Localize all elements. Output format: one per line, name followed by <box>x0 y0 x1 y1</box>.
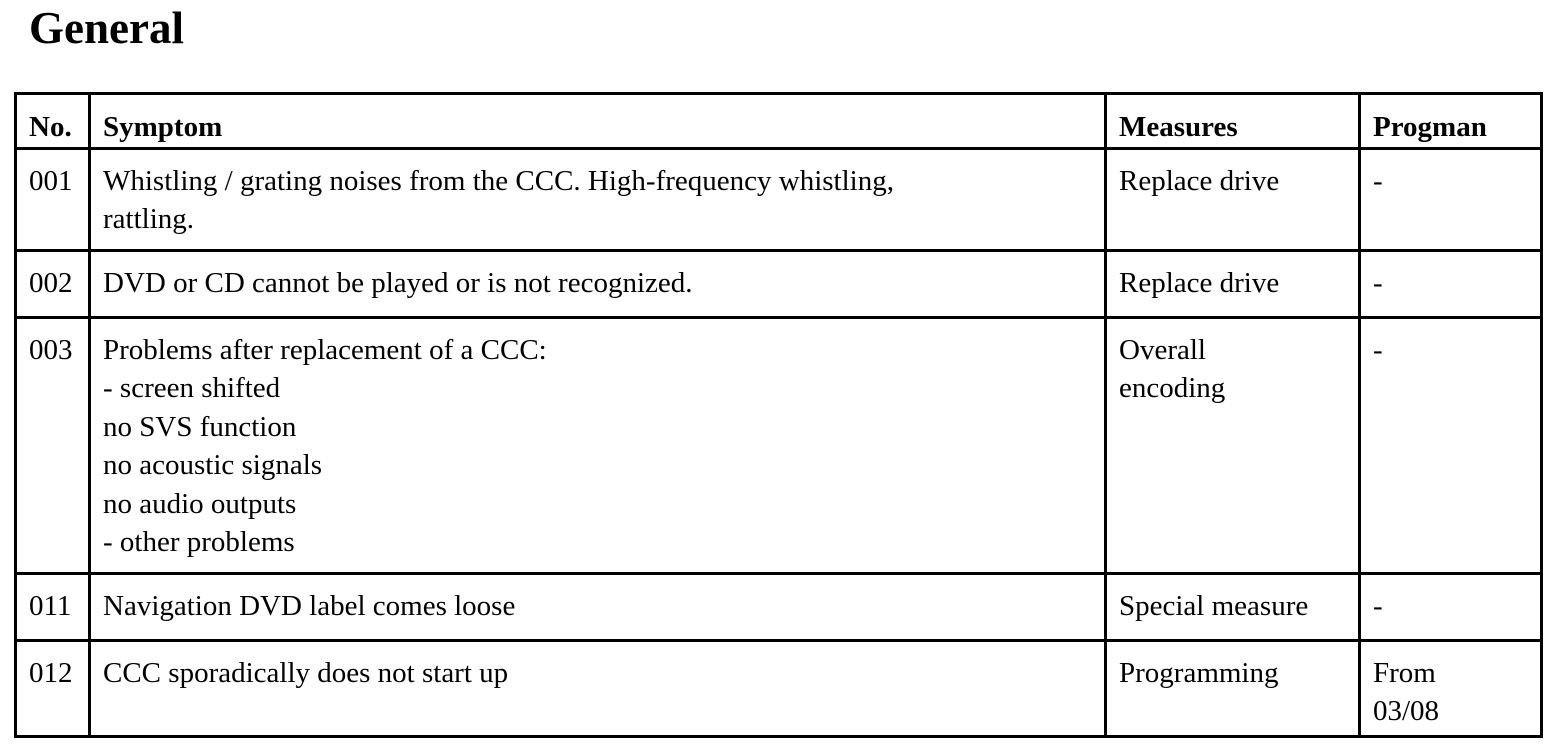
symptom-table <box>14 92 1543 738</box>
measures-cell <box>1106 148 1360 250</box>
progman-line: - <box>1373 164 1383 197</box>
progman-cell <box>1360 640 1542 736</box>
measures-cell <box>1106 250 1360 317</box>
symptom-line: - screen shifted <box>103 372 281 404</box>
table-header-row <box>16 94 1542 149</box>
header-measures: Measures <box>1106 94 1360 149</box>
progman-cell <box>1360 573 1542 640</box>
header-no: No. <box>16 94 90 149</box>
symptom-line: DVD or CD cannot be played or is not recognized. <box>103 266 693 299</box>
row-number: 003 <box>16 317 90 573</box>
symptom-cell <box>90 640 1106 736</box>
symptom-cell <box>90 250 1106 317</box>
table-row <box>16 250 1542 317</box>
header-symptom: Symptom <box>90 94 1106 149</box>
symptom-line: no SVS function <box>103 410 297 443</box>
table-row <box>16 317 1542 573</box>
measures-line: Replace drive <box>1119 164 1280 197</box>
progman-line: - <box>1373 333 1383 366</box>
measures-line: Overall <box>1119 333 1206 366</box>
row-number: 002 <box>16 250 90 317</box>
progman-line: - <box>1373 266 1383 299</box>
table-row <box>16 573 1542 640</box>
symptom-line: Navigation DVD label comes loose <box>103 589 516 622</box>
progman-line: From <box>1373 656 1436 689</box>
progman-line: - <box>1373 589 1383 622</box>
measures-line: Programming <box>1119 656 1279 689</box>
progman-cell <box>1360 148 1542 250</box>
row-number: 012 <box>16 640 90 736</box>
symptom-cell <box>90 573 1106 640</box>
measures-cell <box>1106 573 1360 640</box>
symptom-line: rattling. <box>103 203 195 235</box>
table-row <box>16 148 1542 250</box>
measures-line: Special measure <box>1119 589 1309 622</box>
page-title: General <box>29 3 184 53</box>
row-number: 001 <box>16 148 90 250</box>
symptom-line: - other problems <box>103 526 295 558</box>
progman-cell <box>1360 250 1542 317</box>
measures-line: Replace drive <box>1119 266 1280 299</box>
symptom-cell <box>90 317 1106 573</box>
table-row <box>16 640 1542 736</box>
symptom-line: Problems after replacement of a CCC: <box>103 333 547 366</box>
symptom-line: Whistling / grating noises from the CCC. High-frequency whistling, <box>103 164 894 197</box>
measures-line: encoding <box>1119 372 1226 404</box>
header-progman: Progman <box>1360 94 1542 149</box>
measures-cell <box>1106 317 1360 573</box>
progman-line: 03/08 <box>1373 695 1440 727</box>
measures-cell <box>1106 640 1360 736</box>
symptom-line: CCC sporadically does not start up <box>103 656 509 689</box>
symptom-cell <box>90 148 1106 250</box>
progman-cell <box>1360 317 1542 573</box>
symptom-line: no audio outputs <box>103 487 297 520</box>
symptom-line: no acoustic signals <box>103 449 323 481</box>
row-number: 011 <box>16 573 90 640</box>
